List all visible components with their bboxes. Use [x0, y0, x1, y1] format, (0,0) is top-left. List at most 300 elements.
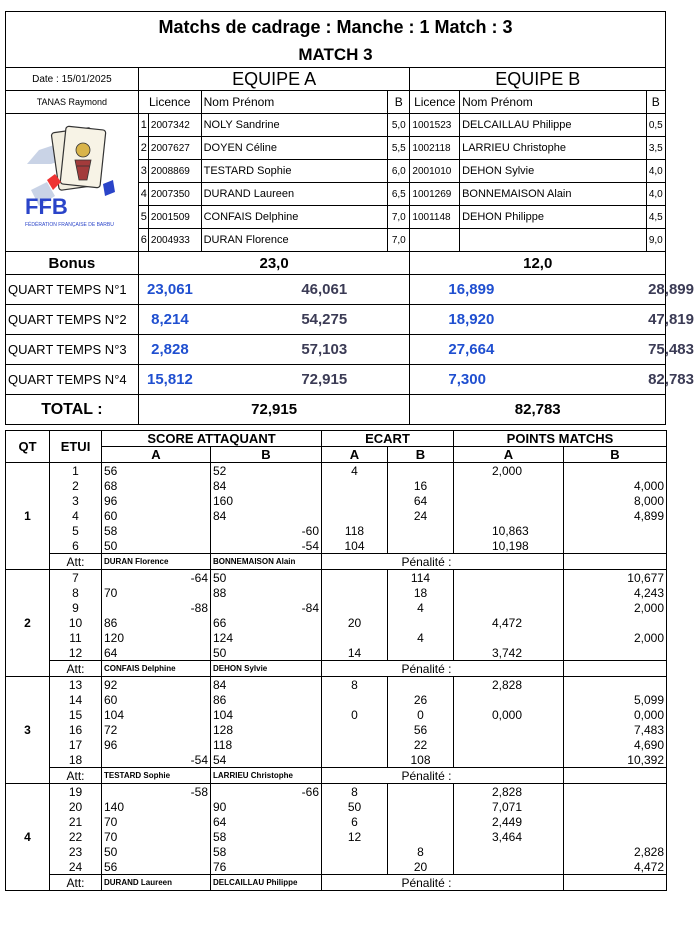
score-b-positive: 124	[211, 630, 267, 645]
ecart-a	[322, 585, 388, 600]
player-number: 6	[138, 229, 148, 252]
ecart-a: 6	[322, 814, 388, 829]
player-b-handicap: 9,0	[646, 229, 665, 252]
ecart-b	[388, 829, 454, 844]
score-a-negative	[157, 463, 211, 479]
player-row	[6, 114, 666, 137]
ecart-b: 56	[388, 722, 454, 737]
col-etui: ETUI	[50, 431, 102, 463]
points-b	[564, 814, 667, 829]
score-b-negative	[267, 463, 322, 479]
score-a-negative	[157, 707, 211, 722]
penalty-b-value	[564, 661, 667, 677]
score-b-negative	[267, 752, 322, 768]
deal-row	[6, 677, 667, 693]
player-b-name	[460, 229, 647, 252]
ecart-b	[388, 799, 454, 814]
deal-row	[6, 615, 667, 630]
ecart-b	[388, 645, 454, 661]
score-a-negative	[157, 538, 211, 554]
points-b: 7,483	[564, 722, 667, 737]
score-b-positive: 118	[211, 737, 267, 752]
player-a-name: NOLY Sandrine	[201, 114, 388, 137]
score-a-negative	[157, 829, 211, 844]
score-b-positive: 52	[211, 463, 267, 479]
etui-number: 8	[50, 585, 102, 600]
points-a	[454, 630, 564, 645]
quarter-a-score: 23,061	[138, 275, 201, 305]
player-number: 5	[138, 206, 148, 229]
score-a-positive: 70	[102, 829, 157, 844]
score-b-negative	[267, 615, 322, 630]
col-licence-b: Licence	[410, 91, 460, 114]
score-b-negative	[267, 570, 322, 586]
score-sheet	[5, 11, 694, 891]
player-b-name: BONNEMAISON Alain	[460, 183, 647, 206]
player-b-licence: 1001148	[410, 206, 460, 229]
col-licence-a: Licence	[138, 91, 201, 114]
points-b: 4,243	[564, 585, 667, 600]
etui-number: 23	[50, 844, 102, 859]
score-b-negative	[267, 478, 322, 493]
score-b-positive: 76	[211, 859, 267, 875]
score-b-positive: 50	[211, 645, 267, 661]
deal-row	[6, 814, 667, 829]
quarter-label: QUART TEMPS N°3	[6, 335, 139, 365]
ecart-a	[322, 844, 388, 859]
points-a: 2,000	[454, 463, 564, 479]
ecart-a	[322, 722, 388, 737]
score-a-positive	[102, 752, 157, 768]
col-points-a: A	[454, 447, 564, 463]
score-a-positive: 140	[102, 799, 157, 814]
ecart-b	[388, 784, 454, 800]
points-a: 2,449	[454, 814, 564, 829]
points-b	[564, 463, 667, 479]
score-b-positive: 64	[211, 814, 267, 829]
ecart-a: 118	[322, 523, 388, 538]
score-a-positive: 86	[102, 615, 157, 630]
score-a-positive: 56	[102, 463, 157, 479]
deal-row	[6, 844, 667, 859]
ecart-b: 16	[388, 478, 454, 493]
attacker-row	[6, 661, 667, 677]
attacker-b-name: DELCAILLAU Philippe	[211, 875, 322, 891]
deal-row	[6, 538, 667, 554]
etui-number: 20	[50, 799, 102, 814]
player-a-handicap: 5,0	[388, 114, 410, 137]
ecart-a	[322, 752, 388, 768]
quarter-a-cumulative: 57,103	[201, 335, 410, 365]
etui-number: 11	[50, 630, 102, 645]
score-b-negative	[267, 585, 322, 600]
player-b-name: DEHON Philippe	[460, 206, 647, 229]
penalty-b-value	[564, 875, 667, 891]
ecart-a	[322, 478, 388, 493]
score-b-positive: 54	[211, 752, 267, 768]
ecart-b	[388, 463, 454, 479]
quarter-number: 2	[6, 570, 50, 677]
score-b-negative	[267, 707, 322, 722]
ecart-a: 0	[322, 707, 388, 722]
deal-row	[6, 737, 667, 752]
points-a	[454, 859, 564, 875]
score-a-negative	[157, 692, 211, 707]
quarter-b-score: 18,920	[410, 305, 646, 335]
penalty-label: Pénalité :	[322, 554, 454, 570]
points-b	[564, 645, 667, 661]
deal-row	[6, 722, 667, 737]
score-a-negative	[157, 814, 211, 829]
col-b-b: B	[646, 91, 665, 114]
player-b-licence	[410, 229, 460, 252]
score-b-negative	[267, 677, 322, 693]
score-a-positive	[102, 784, 157, 800]
points-a	[454, 570, 564, 586]
etui-number: 4	[50, 508, 102, 523]
player-b-licence: 1001269	[410, 183, 460, 206]
ecart-b	[388, 538, 454, 554]
quarter-a-cumulative: 54,275	[201, 305, 410, 335]
points-b: 10,392	[564, 752, 667, 768]
ecart-b	[388, 615, 454, 630]
score-b-negative	[267, 493, 322, 508]
player-b-handicap: 4,5	[646, 206, 665, 229]
col-score-attaquant: SCORE ATTAQUANT	[102, 431, 322, 447]
etui-number: 22	[50, 829, 102, 844]
player-a-name: DURAND Laureen	[201, 183, 388, 206]
score-a-positive: 120	[102, 630, 157, 645]
points-b: 2,000	[564, 600, 667, 615]
quarter-b-cumulative: 82,783	[646, 365, 665, 395]
score-a-positive: 60	[102, 692, 157, 707]
quarter-row	[6, 365, 666, 395]
ecart-a: 8	[322, 784, 388, 800]
score-b-positive: 84	[211, 677, 267, 693]
score-a-negative	[157, 523, 211, 538]
points-b: 4,000	[564, 478, 667, 493]
deal-detail-table	[5, 430, 667, 891]
score-b-positive: 104	[211, 707, 267, 722]
points-b: 0,000	[564, 707, 667, 722]
deal-row	[6, 645, 667, 661]
player-a-licence: 2004933	[148, 229, 201, 252]
attacker-a-name: DURAND Laureen	[102, 875, 211, 891]
deal-row	[6, 707, 667, 722]
ecart-a: 104	[322, 538, 388, 554]
logo-letters: FFB	[24, 194, 68, 219]
deal-row	[6, 570, 667, 586]
score-b-positive: 50	[211, 570, 267, 586]
quarter-number: 4	[6, 784, 50, 891]
player-number: 2	[138, 137, 148, 160]
ecart-b: 108	[388, 752, 454, 768]
score-b-negative: -66	[267, 784, 322, 800]
score-a-negative	[157, 508, 211, 523]
player-b-name: DELCAILLAU Philippe	[460, 114, 647, 137]
points-b	[564, 829, 667, 844]
ecart-a: 12	[322, 829, 388, 844]
etui-number: 2	[50, 478, 102, 493]
score-b-negative	[267, 799, 322, 814]
penalty-a-value	[454, 554, 564, 570]
deal-row	[6, 508, 667, 523]
penalty-b-value	[564, 768, 667, 784]
score-a-positive: 50	[102, 844, 157, 859]
attacker-a-name: DURAN Florence	[102, 554, 211, 570]
col-points-b: B	[564, 447, 667, 463]
score-b-negative	[267, 844, 322, 859]
penalty-label: Pénalité :	[322, 661, 454, 677]
score-a-positive: 60	[102, 508, 157, 523]
player-a-licence: 2007342	[148, 114, 201, 137]
penalty-b-value	[564, 554, 667, 570]
attacker-row	[6, 875, 667, 891]
score-b-negative: -60	[267, 523, 322, 538]
col-score-a: A	[102, 447, 211, 463]
score-a-negative	[157, 645, 211, 661]
col-b-a: B	[388, 91, 410, 114]
quarter-number: 1	[6, 463, 50, 570]
ecart-b	[388, 677, 454, 693]
points-a: 10,863	[454, 523, 564, 538]
player-a-handicap: 6,5	[388, 183, 410, 206]
ecart-a	[322, 692, 388, 707]
score-a-negative	[157, 677, 211, 693]
penalty-a-value	[454, 875, 564, 891]
score-b-positive: 58	[211, 829, 267, 844]
points-b	[564, 615, 667, 630]
ecart-a	[322, 570, 388, 586]
quarter-a-cumulative: 46,061	[201, 275, 410, 305]
points-b: 8,000	[564, 493, 667, 508]
score-b-positive	[211, 538, 267, 554]
score-b-positive: 88	[211, 585, 267, 600]
points-a	[454, 508, 564, 523]
ecart-b: 4	[388, 630, 454, 645]
player-number: 4	[138, 183, 148, 206]
score-a-positive: 70	[102, 814, 157, 829]
quarter-b-cumulative: 28,899	[646, 275, 665, 305]
etui-number: 16	[50, 722, 102, 737]
player-number: 3	[138, 160, 148, 183]
score-a-positive	[102, 600, 157, 615]
score-a-negative	[157, 737, 211, 752]
quarter-label: QUART TEMPS N°2	[6, 305, 139, 335]
attacker-b-name: LARRIEU Christophe	[211, 768, 322, 784]
player-b-licence: 1002118	[410, 137, 460, 160]
quarter-row	[6, 305, 666, 335]
score-a-positive: 70	[102, 585, 157, 600]
attacker-row	[6, 768, 667, 784]
attacker-label: Att:	[50, 768, 102, 784]
points-b: 4,690	[564, 737, 667, 752]
match-subtitle: MATCH 3	[6, 42, 666, 68]
score-a-negative: -58	[157, 784, 211, 800]
player-b-name: LARRIEU Christophe	[460, 137, 647, 160]
ecart-b: 18	[388, 585, 454, 600]
penalty-label: Pénalité :	[322, 768, 454, 784]
etui-number: 3	[50, 493, 102, 508]
etui-number: 1	[50, 463, 102, 479]
arbiter-name: TANAS Raymond	[6, 91, 139, 114]
team-a-title: EQUIPE A	[138, 68, 410, 91]
bonus-b: 12,0	[410, 252, 666, 275]
deal-row	[6, 523, 667, 538]
ecart-b: 22	[388, 737, 454, 752]
deal-row	[6, 630, 667, 645]
etui-number: 18	[50, 752, 102, 768]
quarter-a-cumulative: 72,915	[201, 365, 410, 395]
score-a-positive	[102, 570, 157, 586]
score-b-negative: -84	[267, 600, 322, 615]
match-date: Date : 15/01/2025	[6, 68, 139, 91]
ecart-b: 20	[388, 859, 454, 875]
deal-row	[6, 493, 667, 508]
ecart-a	[322, 508, 388, 523]
match-summary-table	[5, 11, 694, 425]
etui-number: 24	[50, 859, 102, 875]
points-b	[564, 784, 667, 800]
score-a-positive: 104	[102, 707, 157, 722]
ecart-a	[322, 630, 388, 645]
score-b-negative	[267, 814, 322, 829]
logo-caption: FÉDÉRATION FRANÇAISE DE BARBU	[24, 222, 114, 228]
deal-row	[6, 692, 667, 707]
ecart-b: 114	[388, 570, 454, 586]
points-b: 10,677	[564, 570, 667, 586]
points-a	[454, 844, 564, 859]
score-a-negative	[157, 493, 211, 508]
score-b-positive: 84	[211, 478, 267, 493]
etui-number: 13	[50, 677, 102, 693]
ecart-b: 8	[388, 844, 454, 859]
score-a-positive: 96	[102, 737, 157, 752]
score-b-positive	[211, 784, 267, 800]
score-b-negative: -54	[267, 538, 322, 554]
deal-row	[6, 478, 667, 493]
score-b-positive: 86	[211, 692, 267, 707]
score-a-negative	[157, 799, 211, 814]
quarter-a-score: 15,812	[138, 365, 201, 395]
ecart-a	[322, 859, 388, 875]
ecart-a: 50	[322, 799, 388, 814]
attacker-label: Att:	[50, 554, 102, 570]
player-a-handicap: 5,5	[388, 137, 410, 160]
points-a: 3,742	[454, 645, 564, 661]
etui-number: 19	[50, 784, 102, 800]
quarter-label: QUART TEMPS N°4	[6, 365, 139, 395]
attacker-a-name: TESTARD Sophie	[102, 768, 211, 784]
player-b-licence: 1001523	[410, 114, 460, 137]
points-a	[454, 478, 564, 493]
score-b-negative	[267, 829, 322, 844]
federation-logo	[6, 114, 139, 252]
score-b-positive: 66	[211, 615, 267, 630]
score-b-positive: 58	[211, 844, 267, 859]
total-a: 72,915	[138, 395, 410, 425]
score-a-negative: -64	[157, 570, 211, 586]
points-a	[454, 737, 564, 752]
score-a-positive: 96	[102, 493, 157, 508]
deal-row	[6, 585, 667, 600]
bonus-label: Bonus	[6, 252, 139, 275]
ecart-b: 26	[388, 692, 454, 707]
col-name-a: Nom Prénom	[201, 91, 388, 114]
score-a-negative	[157, 478, 211, 493]
deal-row	[6, 859, 667, 875]
col-score-b: B	[211, 447, 322, 463]
player-a-licence: 2001509	[148, 206, 201, 229]
points-a: 4,472	[454, 615, 564, 630]
team-b-title: EQUIPE B	[410, 68, 666, 91]
quarter-b-score: 16,899	[410, 275, 646, 305]
etui-number: 10	[50, 615, 102, 630]
player-a-name: DURAN Florence	[201, 229, 388, 252]
points-a	[454, 600, 564, 615]
etui-number: 21	[50, 814, 102, 829]
points-a	[454, 585, 564, 600]
player-a-licence: 2007627	[148, 137, 201, 160]
points-b: 2,000	[564, 630, 667, 645]
score-a-positive: 72	[102, 722, 157, 737]
quarter-row	[6, 335, 666, 365]
player-b-handicap: 3,5	[646, 137, 665, 160]
ecart-b: 64	[388, 493, 454, 508]
points-a: 10,198	[454, 538, 564, 554]
quarter-number: 3	[6, 677, 50, 784]
player-b-name: DEHON Sylvie	[460, 160, 647, 183]
quarter-b-cumulative: 75,483	[646, 335, 665, 365]
deal-row	[6, 784, 667, 800]
col-ecart: ECART	[322, 431, 454, 447]
total-b: 82,783	[410, 395, 666, 425]
attacker-row	[6, 554, 667, 570]
quarter-b-score: 7,300	[410, 365, 646, 395]
etui-number: 6	[50, 538, 102, 554]
ecart-a: 4	[322, 463, 388, 479]
ecart-a	[322, 600, 388, 615]
score-b-positive	[211, 600, 267, 615]
quarter-row	[6, 275, 666, 305]
score-a-positive: 50	[102, 538, 157, 554]
ecart-b	[388, 523, 454, 538]
player-a-handicap: 6,0	[388, 160, 410, 183]
points-a	[454, 722, 564, 737]
score-a-negative	[157, 844, 211, 859]
points-b	[564, 538, 667, 554]
points-b: 5,099	[564, 692, 667, 707]
points-b: 2,828	[564, 844, 667, 859]
ecart-b	[388, 814, 454, 829]
points-b	[564, 523, 667, 538]
etui-number: 9	[50, 600, 102, 615]
score-b-negative	[267, 630, 322, 645]
deal-row	[6, 600, 667, 615]
score-a-negative	[157, 859, 211, 875]
ecart-b: 24	[388, 508, 454, 523]
ecart-b: 4	[388, 600, 454, 615]
deal-row	[6, 463, 667, 479]
player-a-licence: 2008869	[148, 160, 201, 183]
quarter-b-score: 27,664	[410, 335, 646, 365]
deal-row	[6, 799, 667, 814]
points-b	[564, 799, 667, 814]
score-b-positive	[211, 523, 267, 538]
score-b-positive: 90	[211, 799, 267, 814]
attacker-label: Att:	[50, 661, 102, 677]
deal-row	[6, 752, 667, 768]
